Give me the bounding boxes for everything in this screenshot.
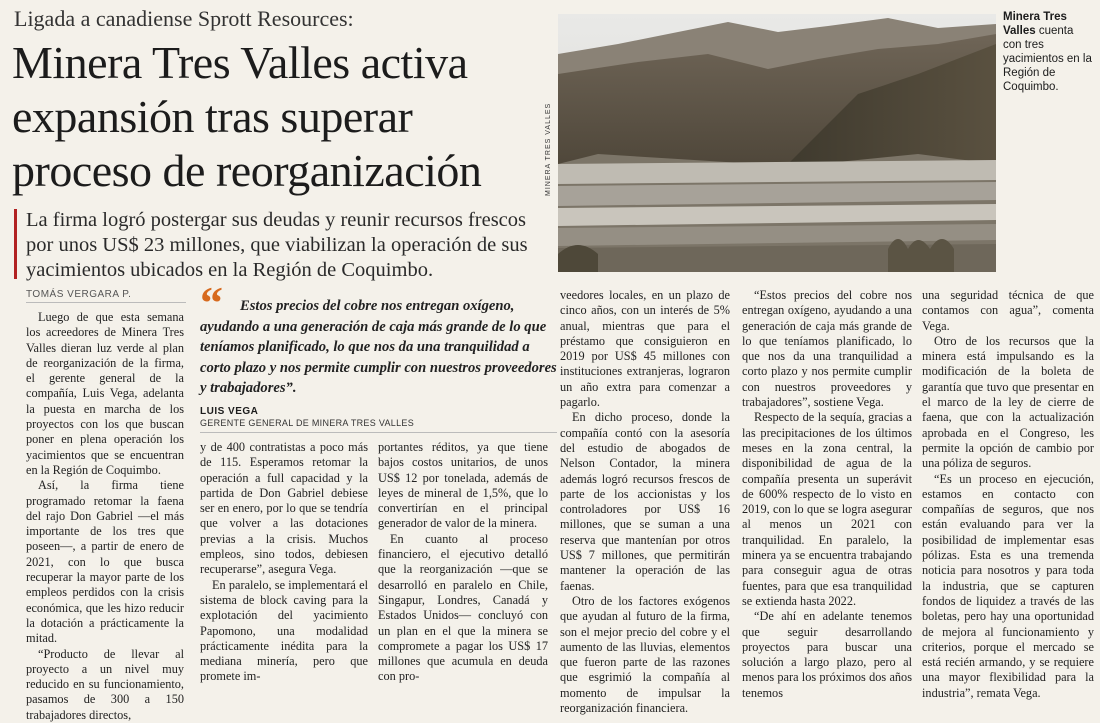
article-column-1: [26, 310, 184, 723]
caption-text: cuenta con tres yacimientos en la Región de Coquimbo.: [1003, 25, 1092, 93]
quote-mark-icon: “: [200, 277, 223, 328]
quote-rule: [200, 432, 557, 433]
paragraph: En cuanto al proceso financiero, el ejecutivo detalló que la reorganización —que se desarrolló en paralelo en Chile, Singapur, Londres, Canadá y Estados Unidos— concluyó con un plan en el que la minera se compromete a pagar los US$ 17 millones que acumula en deuda con pro-: [378, 531, 548, 684]
paragraph: portantes réditos, ya que tiene bajos costos unitarios, de unos US$ 12 por tonelada, además de leyes de mineral de 1,5%, que lo convertirían en el principal generador de valor de la minera.: [378, 440, 548, 531]
paragraph: En dicho proceso, donde la compañía contó con la asesoría del estudio de abogados de Nelson Contador, la minera además logró recursos frescos de parte de los accionistas y los controladores por US$ 16 millones, que se suman a una reserva que mantenían por otros US$ 7 millones, que permitirán mantener la operación de las faenas.: [560, 410, 730, 593]
paragraph: Respecto de la sequía, gracias a las precipitaciones de los últimos meses en la zona central, la disponibilidad de agua de la compañía presenta un superávit de 600% respecto de lo visto en 2019, con lo que se logra asegurar al menos un 2021 con tranquilidad. En paralelo, la minera ya se encuentra trabajando para conseguir agua de otras fuentes, para que esa tranquilidad se extienda hasta 2022.: [742, 410, 912, 608]
paragraph: “Es un proceso en ejecución, estamos en contacto con compañías de seguros, que nos están evaluando para ver la posibilidad de implementar esas pólizas. Esta es una tremenda noticia para nosotros y para toda la industria, que se capturen fondos de liquidez a través de las boletas, pero hay una oportunidad de mejora al funcionamiento y criterios, porque el mercado se está recién armando, y se requiere una mayor flexibilidad para la industria”, remata Vega.: [922, 471, 1094, 700]
article-column-3: [378, 440, 548, 685]
paragraph: “Producto de llevar al proyecto a un nivel muy reducido en su funcionamiento, pasamos de 300 a 150 trabajadores directos,: [26, 646, 184, 722]
article-column-5: [742, 288, 912, 701]
paragraph: una seguridad técnica de que contamos con agua”, comenta Vega.: [922, 288, 1094, 333]
pull-quote-author: LUIS VEGA: [200, 406, 259, 417]
byline: TOMÁS VERGARA P.: [26, 289, 132, 300]
pull-quote-text: Estos precios del cobre nos entregan oxígeno, ayudando a una generación de caja más grande de lo que teníamos planificado, lo que nos da una tranquilidad a corto plazo y nos permite cumplir con nuestros proveedores y trabajadores”.: [200, 298, 557, 396]
pull-quote-role: GERENTE GENERAL DE MINERA TRES VALLES: [200, 418, 414, 428]
paragraph: “Estos precios del cobre nos entregan oxígeno, ayudando a una generación de caja más grande de lo que teníamos planificado, lo que nos da una tranquilidad a corto plazo y nos permite cumplir con nuestros proveedores y trabajadores”, sostiene Vega.: [742, 288, 912, 410]
paragraph: Luego de que esta semana los acreedores de Minera Tres Valles dieran luz verde al plan de reorganización de la firma, el gerente general de la compañía, Luis Vega, adelanta la puesta en marcha de los proyectos con los que buscan poner en plena operación los yacimientos que se encuentran en la Región de Coquimbo.: [26, 310, 184, 477]
article-column-4: [560, 288, 730, 716]
lead-paragraph: La firma logró postergar sus deudas y reunir recursos frescos por unos US$ 23 millones, que viabilizan la operación de sus yacimientos ubicados en la Región de Coquimbo.: [26, 209, 528, 281]
mine-photo: [558, 14, 996, 272]
article-column-2: [200, 440, 368, 685]
kicker: Ligada a canadiense Sprott Resources:: [14, 6, 354, 31]
byline-rule: [26, 302, 186, 303]
photo-caption: [1003, 10, 1095, 94]
paragraph: Otro de los factores exógenos que ayudan al futuro de la firma, son el mejor precio del cobre y el aumento de las lluvias, elementos que fueron parte de las razones que esgrimió la compañía al momento de impulsar la reorganización financiera.: [560, 593, 730, 716]
paragraph: veedores locales, en un plazo de cinco años, con un interés de 5% anual, mientras que para el préstamo que consiguieron en 2019 por US$ 45 millones con instituciones extranjeras, lograron un año extra para comenzar a pagarlo.: [560, 288, 730, 410]
headline: Minera Tres Valles activa expansión tras superar proceso de reorganización: [12, 37, 482, 196]
paragraph: “De ahí en adelante tenemos que seguir desarrollando proyectos para buscar una solución a largo plazo, pero al menos para los próximos dos años tenemos: [742, 609, 912, 700]
paragraph: En paralelo, se implementará el sistema de block caving para la explotación del yacimiento Papomono, una modalidad prácticamente inédita para la mediana minería, pero que promete im-: [200, 577, 368, 684]
article-column-6: [922, 288, 1094, 701]
caption-bold: Minera Tres Valles: [1003, 11, 1067, 37]
lead-accent-bar: [14, 209, 17, 279]
mine-landscape-illustration: [558, 14, 996, 272]
paragraph: y de 400 contratistas a poco más de 115. Esperamos retomar la operación a full capacidad y la partida de Don Gabriel debiese ser en enero, por lo que se tendría que volver a las dotaciones previas a la crisis. Muchos empleos, sino todos, debiesen recuperarse”, asegura Vega.: [200, 440, 368, 577]
photo-credit: MINERA TRES VALLES: [545, 102, 552, 196]
paragraph: Otro de los recursos que la minera está impulsando es la modificación de la boleta de garantía que tuvo que presentar en el marco de la ley de cierre de faena, que con la actualización aprobada en el Congreso, les permite la opción de cambio por una póliza de seguros.: [922, 333, 1094, 471]
paragraph: Así, la firma tiene programado retomar la faena del rajo Don Gabriel —el más importante de los tres que poseen—, a partir de enero de 2021, con lo que busca recuperar la mayor parte de los empleos perdidos con la crisis económica, que les hizo reducir la dotación a prácticamente la mitad.: [26, 478, 184, 646]
